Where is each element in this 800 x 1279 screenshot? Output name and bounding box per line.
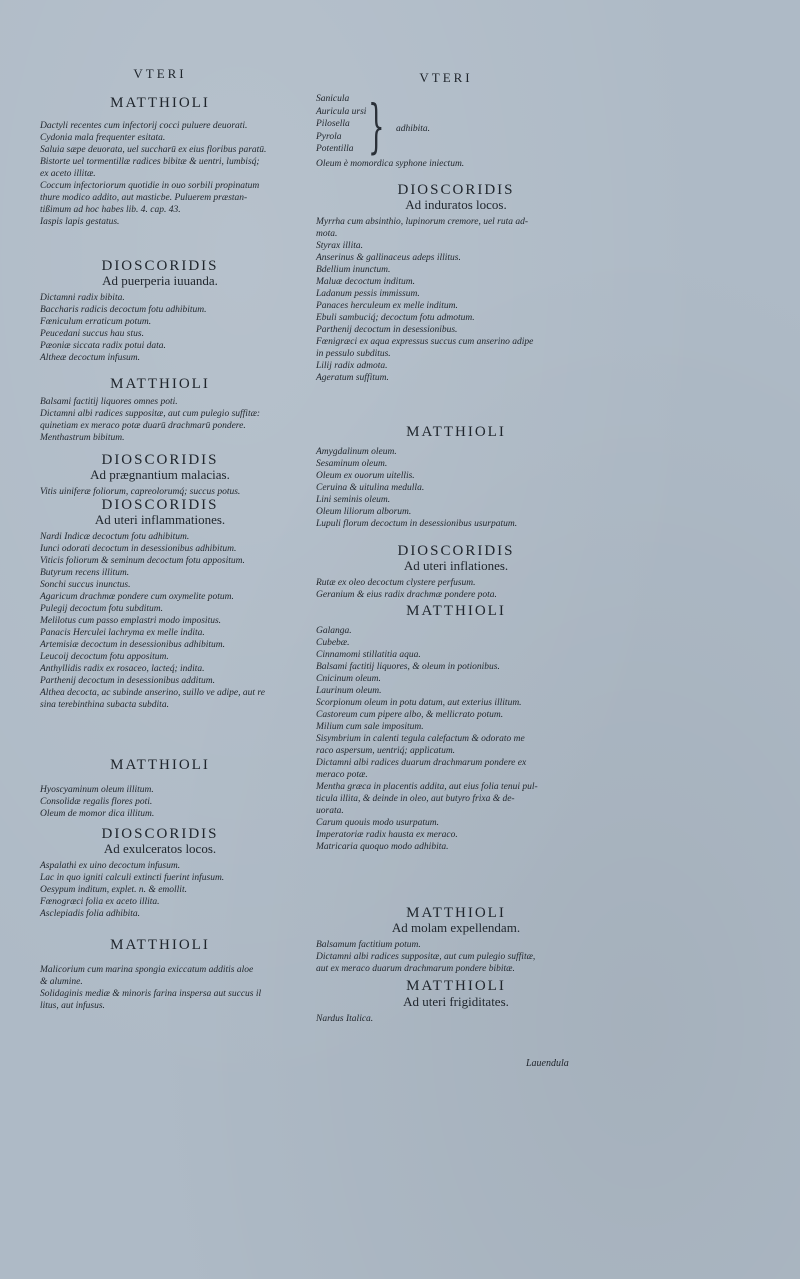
entry-line: Galanga. (316, 626, 352, 636)
entry-line: Cydonia mala frequenter esitata. (40, 133, 166, 143)
section-subheading: Ad exulceratos locos. (103, 841, 217, 856)
entry-line: Imperatoriæ radix hausta ex meraco. (316, 830, 458, 840)
entry-line: Nardus Italica. (316, 1014, 374, 1024)
entry-line: Ageratum suffitum. (316, 373, 389, 383)
entry-line: Panaces herculeum ex melle inditum. (316, 301, 458, 311)
entry-line: Sisymbrium in calenti tegula calefactum & odorato me (316, 734, 525, 744)
entry-line: Ebuli sambuciq́; decoctum fotu admotum. (316, 313, 475, 323)
section-subheading: Ad uteri inflationes. (403, 558, 509, 573)
entry-line: Bdellium inunctum. (316, 265, 391, 275)
entry-line: Saluia sæpe deuorata, uel succharū ex eius floribus paratū. (40, 145, 267, 155)
entry-line: Iunci odorati decoctum in desessionibus adhibitum. (40, 544, 237, 554)
entry-line: Malicorium cum marina spongia exiccatum additis aloe (40, 965, 254, 975)
curly-brace-icon: } (368, 92, 385, 160)
entry-line: Pyrola (316, 131, 342, 142)
entry-line: & alumine. (40, 977, 83, 987)
entry-line: ticula illita, & deinde in oleo, aut butyro frixa & de- (316, 794, 515, 804)
entry-line: Lac in quo igniti calculi extincti fuerint infusum. (40, 873, 225, 883)
section-heading: DIOSCORIDIS (397, 182, 515, 198)
entry-line: Ladanum pessis immissum. (316, 289, 420, 299)
entry-line: Baccharis radicis decoctum fotu adhibitum. (40, 305, 207, 315)
entry-line: Oleum de momor dica illitum. (40, 809, 155, 819)
entry-line: Mentha græca in placentis addita, aut eius folia tenui pul- (316, 782, 538, 792)
entry-line: Anserinus & gallinaceus adeps illitus. (316, 253, 461, 263)
entry-line: Artemisiæ decoctum in desessionibus adhibitum. (40, 640, 225, 650)
entry-line: Balsamum factitium potum. (316, 940, 421, 950)
entry-line: Oleum è momordica syphone iniectum. (316, 159, 465, 169)
entry-line: Parthenij decoctum in desessionibus. (316, 325, 458, 335)
entry-line: Lupuli florum decoctum in desessionibus usurpatum. (316, 519, 518, 529)
entry-line: Viticis foliorum & seminum decoctum fotu appositum. (40, 556, 245, 566)
section-heading: DIOSCORIDIS (101, 452, 219, 468)
entry-line: Balsami factitij liquores omnes poti. (40, 397, 178, 407)
entry-line: Althea decocta, ac subinde anserino, suillo ve adipe, aut re (40, 688, 265, 698)
entry-line: in pessulo subditus. (316, 349, 391, 359)
entry-line: Rutæ ex oleo decoctum clystere perfusum. (316, 578, 476, 588)
entry-line: raco aspersum, uentriq́; applicatum. (316, 746, 456, 756)
entry-line: Sanicula (316, 94, 350, 104)
entry-line: thure modico addito, aut masticbe. Puluerem præstan- (40, 193, 248, 203)
entry-line: mota. (316, 229, 338, 239)
entry-line: Parthenij decoctum in desessionibus additum. (40, 676, 215, 686)
section-subheading: Ad induratos locos. (405, 197, 507, 212)
entry-line: ex aceto illitæ. (40, 169, 96, 179)
entry-line: Fœniculum erraticum potum. (40, 317, 152, 327)
entry-line: Melilotus cum passo emplastri modo impositus. (40, 616, 222, 626)
entry-line: Solidaginis mediæ & minoris farina inspersa aut succus il (40, 989, 262, 999)
entry-line: Carum quouis modo usurpatum. (316, 818, 439, 828)
entry-line: Lini seminis oleum. (316, 495, 391, 505)
entry-line: quinetiam ex meraco potæ duarū drachmarū pondere. (40, 421, 246, 431)
entry-line: Geranium & eius radix drachmæ pondere pota. (316, 590, 497, 600)
entry-line: Matricaria quoquo modo adhibita. (316, 842, 449, 852)
entry-line: Panacis Herculei lachryma ex melle indita. (40, 628, 205, 638)
catchword: Lauendula (526, 1058, 569, 1069)
entry-line: Myrrha cum absinthio, lupinorum cremore, uel ruta ad- (316, 217, 529, 227)
entry-line: Dictamni albi radices suppositæ, aut cum pulegio suffitæ: (40, 409, 261, 419)
entry-line: Sesaminum oleum. (316, 459, 388, 469)
entry-line: Oesypum inditum, explet. n. & emollit. (40, 885, 187, 895)
entry-line: Asclepiadis folia adhibita. (40, 909, 141, 919)
running-head: VTERI (419, 70, 473, 85)
entry-line: Hyoscyaminum oleum illitum. (40, 785, 154, 795)
section-subheading: Ad uteri inflammationes. (94, 512, 226, 527)
entry-line: Coccum infectoriorum quotidie in ouo sorbili propinatum (40, 181, 260, 191)
entry-line: Scorpionum oleum in potu datum, aut exterius illitum. (316, 698, 522, 708)
entry-line: Bistorte uel tormentillæ radices bibitæ & uentri, lumbisq́; (40, 157, 260, 167)
entry-line: Lilij radix admota. (316, 361, 388, 371)
section-heading: DIOSCORIDIS (101, 497, 219, 513)
entry-line: Cubebæ. (316, 638, 350, 648)
entry-line: Aspalathi ex uino decoctum infusum. (40, 861, 181, 871)
section-heading: MATTHIOLI (406, 978, 506, 994)
entry-line: Pæoniæ siccata radix potui data. (40, 341, 166, 351)
entry-line: Laurinum oleum. (316, 686, 382, 696)
entry-line: Oleum liliorum alborum. (316, 507, 412, 517)
section-heading: MATTHIOLI (406, 603, 506, 619)
entry-line: Castoreum cum pipere albo, & mellicrato potum. (316, 710, 504, 720)
entry-line: Amygdalinum oleum. (316, 447, 397, 457)
entry-line: uorata. (316, 806, 344, 816)
entry-line: Ceruina & uitulina medulla. (316, 483, 425, 493)
entry-line: Styrax illita. (316, 241, 363, 251)
section-heading: MATTHIOLI (110, 757, 210, 773)
entry-line: Milium cum sale impositum. (316, 722, 424, 732)
entry-line: Dactyli recentes cum infectorij cocci puluere deuorati. (40, 121, 248, 131)
entry-line: Cinnamomi stillatitia aqua. (316, 650, 421, 660)
section-heading: MATTHIOLI (110, 376, 210, 392)
entry-line: meraco potæ. (316, 770, 368, 780)
section-subheading: Ad uteri frigiditates. (403, 994, 509, 1009)
entry-line: Dictamni radix bibita. (40, 293, 125, 303)
entry-line: Pulegij decoctum fotu subditum. (40, 604, 163, 614)
entry-line: Iaspis lapis gestatus. (40, 217, 120, 227)
entry-line: Dictamni albi radices suppositæ, aut cum pulegio suffitæ, (316, 952, 536, 962)
section-heading: MATTHIOLI (110, 937, 210, 953)
entry-line: Fœnogræci folia ex aceto illita. (40, 897, 160, 907)
section-heading: MATTHIOLI (406, 905, 506, 921)
entry-line: Dictamni albi radices duarum drachmarum pondere ex (316, 758, 527, 768)
entry-line: Leucoij decoctum fotu appositum. (40, 652, 169, 662)
entry-line: Consolidæ regalis flores poti. (40, 797, 153, 807)
section-subheading: Ad molam expellendam. (391, 920, 521, 935)
section-heading: MATTHIOLI (406, 424, 506, 440)
entry-line: Peucedani succus hau stus. (40, 329, 144, 339)
entry-line: Altheæ decoctum infusum. (40, 353, 140, 363)
entry-line: Fœnigræci ex aqua expressus succus cum anserino adipe (316, 337, 534, 347)
entry-line: Menthastrum bibitum. (40, 433, 125, 443)
brace-label: adhibita. (396, 124, 431, 134)
entry-line: Vitis uiniferæ foliorum, capreolorumq́; succus potus. (40, 487, 241, 497)
entry-line: Nardi Indicæ decoctum fotu adhibitum. (40, 532, 190, 542)
section-subheading: Ad prægnantium malacias. (90, 467, 230, 482)
section-subheading: Ad puerperia iuuanda. (102, 273, 218, 288)
section-heading: DIOSCORIDIS (101, 258, 219, 274)
entry-line: Sonchi succus inunctus. (40, 580, 131, 590)
entry-line: Oleum ex ouorum uitellis. (316, 471, 415, 481)
entry-line: sina terebinthina subacta subdita. (40, 700, 169, 710)
section-heading: DIOSCORIDIS (397, 543, 515, 559)
entry-line: Auricula ursi (316, 106, 367, 117)
entry-line: Butyrum recens illitum. (40, 568, 130, 578)
entry-line: litus, aut infusus. (40, 1001, 105, 1011)
entry-line: aut ex meraco duarum drachmarum pondere bibitæ. (316, 964, 515, 974)
entry-line: tißimum ad hoc habes lib. 4. cap. 43. (40, 205, 181, 215)
entry-line: Balsami factitij liquores, & oleum in potionibus. (316, 662, 500, 672)
entry-line: Pilosella (316, 119, 350, 130)
entry-line: Maluæ decoctum inditum. (316, 277, 415, 287)
entry-line: Anthyllidis radix ex rosaceo, lacteq́; indita. (40, 664, 205, 674)
running-head: VTERI (133, 66, 187, 81)
section-heading: DIOSCORIDIS (101, 826, 219, 842)
section-heading: MATTHIOLI (110, 95, 210, 111)
entry-line: Cnicinum oleum. (316, 674, 381, 684)
entry-line: Potentilla (316, 144, 354, 155)
entry-line: Agaricum drachmæ pondere cum oxymelite potum. (40, 592, 234, 602)
